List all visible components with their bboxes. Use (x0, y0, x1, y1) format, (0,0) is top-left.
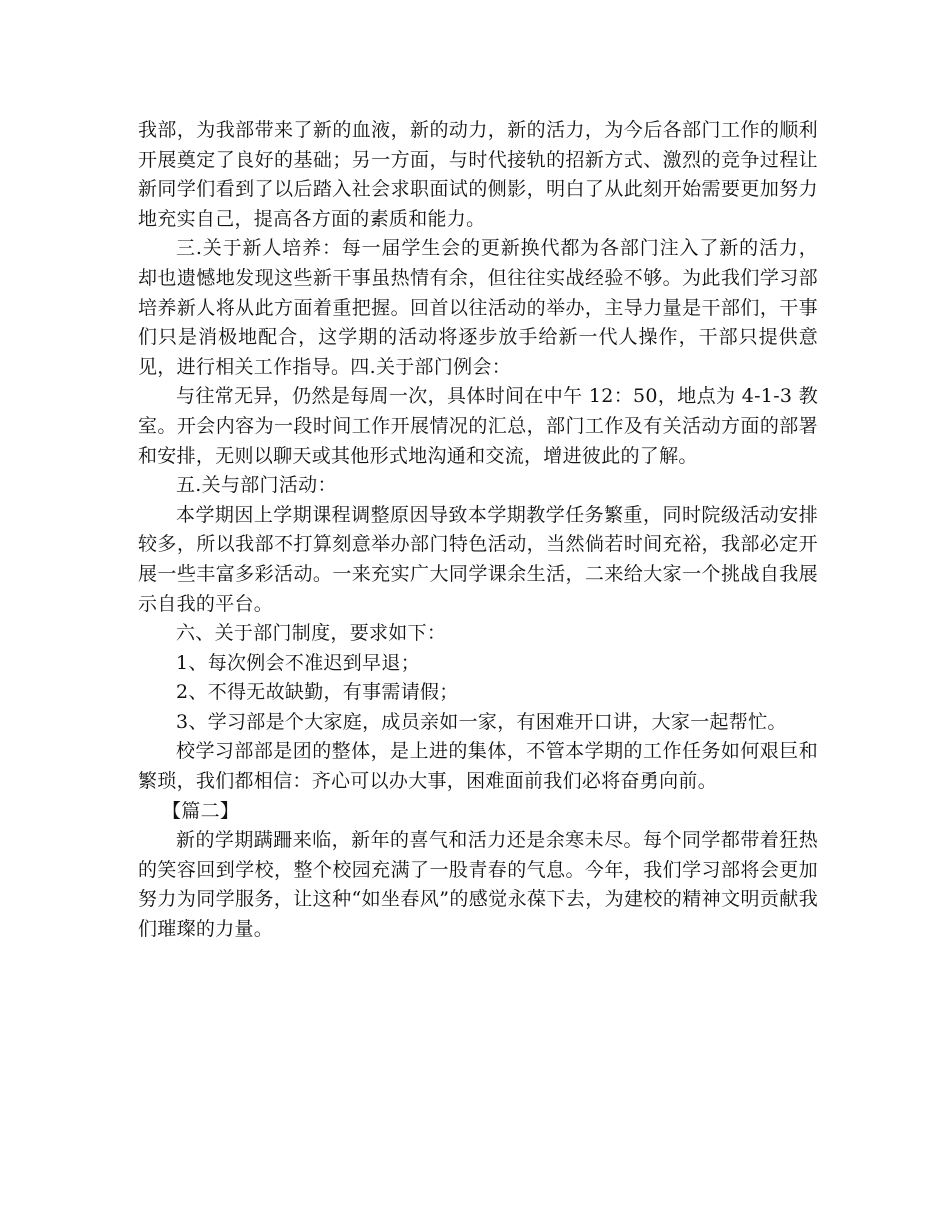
paragraph-closing: 校学习部部是团的整体，是上进的集体，不管本学期的工作任务如何艰巨和繁琐，我们都相信：齐心可以办大事，困难面前我们必将奋勇向前。 (138, 740, 818, 793)
rule-item-2: 2、不得无故缺勤，有事需请假； (176, 681, 459, 704)
paragraph-activities: 本学期因上学期课程调整原因导致本学期教学任务繁重，同时院级活动安排较多，所以我部不打算刻意举办部门特色活动，当然倘若时间充裕，我部必定开展一些丰富多彩活动。一来充实广大同学课余生活，二来给大家一个挑战自我展示自我的平台。 (138, 503, 818, 615)
rule-item-1: 1、每次例会不准迟到早退； (176, 651, 420, 674)
document-body (138, 116, 818, 945)
paragraph-regular-meeting: 与往常无异，仍然是每周一次，具体时间在中午 12：50，地点为 4-1-3 教室。开会内容为一段时间工作开展情况的汇总，部门工作及有关活动方面的部署和安排，无则以聊天或其他形式地沟通和交流，增进彼此的了解。 (138, 385, 818, 467)
paragraph-part-two-intro: 新的学期蹒跚来临，新年的喜气和活力还是余寒未尽。每个同学都带着狂热的笑容回到学校，整个校园充满了一股青春的气息。今年，我们学习部将会更加努力为同学服务，让这种“如坐春风”的感觉永葆下去，为建校的精神文明贡献我们璀璨的力量。 (138, 829, 818, 941)
paragraph-continuation: 我部，为我部带来了新的血液，新的动力，新的活力，为今后各部门工作的顺利开展奠定了良好的基础；另一方面，与时代接轨的招新方式、激烈的竞争过程让新同学们看到了以后踏入社会求职面试的侧影，明白了从此刻开始需要更加努力地充实自己，提高各方面的素质和能力。 (138, 119, 818, 230)
paragraph-new-member-training: 三.关于新人培养：每一届学生会的更新换代都为各部门注入了新的活力，却也遗憾地发现这些新干事虽热情有余，但往往实战经验不够。为此我们学习部培养新人将从此方面着重把握。回首以往活动的举办，主导力量是干部们，干事们只是消极地配合，这学期的活动将逐步放手给新一代人操作，干部只提供意见，进行相关工作指导。四.关于部门例会： (138, 237, 818, 378)
section-heading-activities: 五.关与部门活动： (176, 474, 337, 497)
part-two-heading: 【篇二】 (162, 799, 240, 822)
section-heading-rules: 六、关于部门制度，要求如下： (176, 622, 447, 645)
rule-item-3: 3、学习部是个大家庭，成员亲如一家，有困难开口讲，大家一起帮忙。 (176, 710, 787, 733)
